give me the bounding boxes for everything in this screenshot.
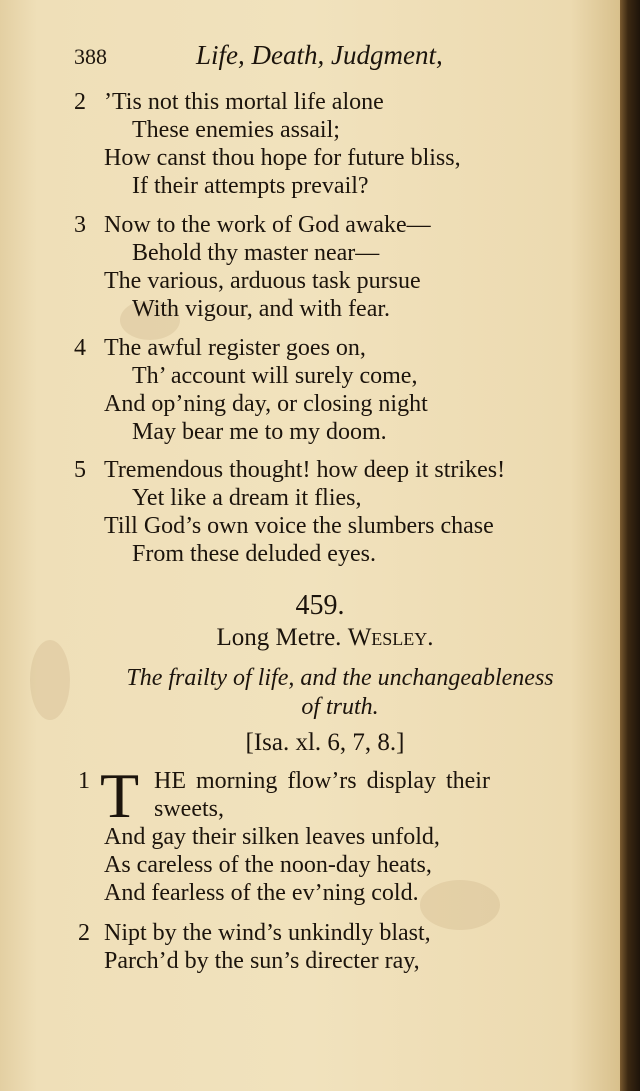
verse-line: HE morning flow’rs display their [154, 768, 490, 794]
verse-line: And gay their silken leaves unfold, [104, 824, 440, 850]
stanza-number: 2 [74, 89, 86, 115]
stanza-2 [74, 919, 604, 975]
verse-line: These enemies assail; [132, 117, 340, 143]
verse-line: Till God’s own voice the slumbers chase [104, 513, 494, 539]
drop-cap: T [100, 760, 140, 831]
stanza-number: 3 [74, 212, 86, 238]
stanza-3-prev [74, 211, 604, 323]
verse-line: Now to the work of God awake— [104, 212, 431, 238]
stanza-number: 1 [78, 768, 90, 794]
page-number: 388 [74, 44, 107, 69]
verse-line: From these deluded eyes. [132, 541, 376, 567]
scripture-reference: [Isa. xl. 6, 7, 8.] [245, 729, 405, 756]
stanza-number: 4 [74, 335, 86, 361]
verse-line: With vigour, and with fear. [132, 296, 391, 322]
book-spine-edge [620, 0, 640, 1091]
verse-line: May bear me to my doom. [132, 419, 387, 445]
hymn-author: Wesley. [347, 624, 434, 651]
verse-line: The awful register goes on, [104, 335, 366, 361]
stanza-number: 5 [74, 457, 86, 483]
verse-line: How canst thou hope for future bliss, [104, 145, 461, 171]
verse-line: And op’ning day, or closing night [104, 391, 428, 417]
verse-line: The various, arduous task pursue [104, 268, 421, 294]
stanza-2-prev [74, 88, 604, 200]
verse-line: As careless of the noon-day heats, [104, 852, 432, 878]
metre-label: Long Metre. [216, 624, 342, 651]
verse-line: Th’ account will surely come, [132, 363, 418, 389]
verse-line: And fearless of the ev’ning cold. [104, 880, 419, 906]
subject-line: of truth. [301, 694, 379, 720]
verse-line: If their attempts prevail? [132, 173, 369, 199]
hymn-number: 459. [295, 590, 345, 621]
running-title: Life, Death, Judgment, [196, 40, 443, 70]
verse-line: Tremendous thought! how deep it strikes! [104, 457, 506, 483]
hymn-subject [60, 664, 620, 722]
verse-line: Nipt by the wind’s unkindly blast, [104, 920, 431, 946]
stanza-1 [74, 760, 604, 906]
subject-line: The frailty of life, and the unchangeableness [126, 665, 554, 691]
verse-line: Yet like a dream it flies, [132, 485, 362, 511]
page-header [74, 40, 494, 80]
stanza-4-prev [74, 334, 604, 446]
verse-line: ’Tis not this mortal life alone [104, 89, 384, 115]
stanza-number: 2 [78, 920, 90, 946]
stanza-5-prev [74, 456, 604, 568]
verse-line: sweets, [154, 796, 224, 822]
hymn-metre-line [0, 624, 620, 652]
verse-line: Behold thy master near— [132, 240, 380, 266]
verse-line: Parch’d by the sun’s directer ray, [104, 948, 420, 974]
